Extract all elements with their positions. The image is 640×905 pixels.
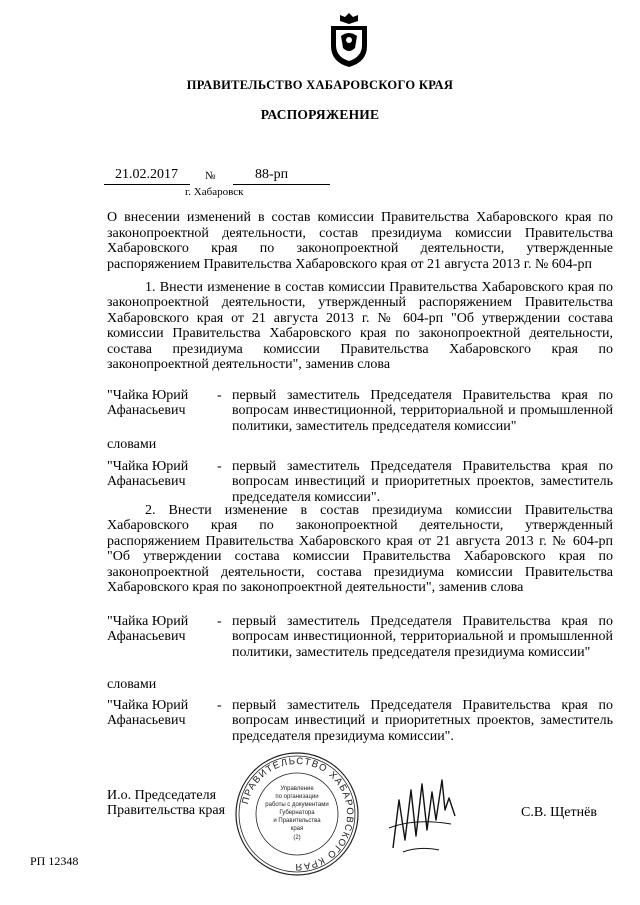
entry-4-name: "Чайка Юрий Афанасьевич [107, 698, 189, 729]
entry-2-dash: - [217, 459, 222, 474]
paragraph-1: 1. Внести изменение в состав комиссии Правительства Хабаровского края по законопроектной деятельности, утвержденный распоряжением Правительства Хабаровского края от 21 августа 2013 г. № 604-рп "Об утверждении состава комиссии Правительства Хабаровского края по законопроектной деятельности, состава президиума комиссии Правительства Хабаровского края по законопроектной деятельности", заменив слова [107, 280, 613, 373]
entry-4-description: первый заместитель Председателя Правительства края по вопросам инвестиций и приоритетных проектов, заместитель председателя президиума комиссии". [232, 698, 613, 744]
document-number: 88-рп [255, 167, 289, 182]
words-label-2: словами [107, 677, 157, 692]
number-sign: № [205, 170, 216, 182]
entry-3-dash: - [217, 614, 222, 629]
entry-2-description: первый заместитель Председателя Правительства края по вопросам инвестиций и приоритетных проектов, заместитель председателя комиссии". [232, 459, 613, 505]
signatory-name: С.В. Щетнёв [521, 805, 597, 820]
entry-4-dash: - [217, 698, 222, 713]
document-date: 21.02.2017 [115, 167, 178, 182]
entry-2-name: "Чайка Юрий Афанасьевич [107, 459, 189, 490]
stamp-inner-line-6: края [290, 826, 304, 832]
stamp-inner-line-3: работы с документами [265, 802, 329, 808]
signatory-position-line-2: Правительства края [107, 803, 226, 819]
entry-3-name: "Чайка Юрий Афанасьевич [107, 614, 189, 645]
paragraph-2: 2. Внести изменение в состав президиума комиссии Правительства Хабаровского края по законопроектной деятельности, утвержденный распоряжением Правительства Хабаровского края от 21 августа 2013 г. № 604-рп "Об утверждении состава комиссии Правительства Хабаровского края по законопроектной деятельности, состава президиума комиссии Правительства Хабаровского края по законопроектной деятельности", заменив слова [107, 503, 613, 596]
city: г. Хабаровск [185, 186, 244, 198]
stamp-inner-line-4: Губернатора [279, 810, 315, 816]
document-title: О внесении изменений в состав комиссии Правительства Хабаровского края по законопроектной деятельности, состав президиума комиссии Правительства Хабаровского края по законопроектной деятельности, утвержденные распоряжением Правительства Хабаровского края от 21 августа 2013 г. № 604-рп [107, 210, 613, 272]
entry-1-name: "Чайка Юрий Афанасьевич [107, 388, 189, 419]
number-underline [233, 184, 330, 185]
stamp-outer-text: ПРАВИТЕЛЬСТВО ХАБАРОВСКОГО КРАЯ [240, 755, 356, 873]
stamp-inner-line-7: (2) [293, 835, 301, 841]
entry-3-description: первый заместитель Председателя Правительства края по вопросам инвестиционной, территориальной и промышленной политики, заместитель председателя президиума комиссии" [232, 614, 613, 660]
document-type: РАСПОРЯЖЕНИЕ [260, 107, 380, 122]
government-name: ПРАВИТЕЛЬСТВО ХАБАРОВСКОГО КРАЯ [186, 78, 454, 92]
entry-1-description: первый заместитель Председателя Правительства края по вопросам инвестиционной, территориальной и промышленной политики, заместитель председателя комиссии" [232, 388, 613, 434]
signatory-position-line-1: И.о. Председателя [107, 788, 217, 803]
signatory-position [107, 788, 225, 819]
stamp-inner-line-5: и Правительства [273, 818, 321, 824]
registration-number: РП 12348 [30, 854, 79, 868]
stamp-inner-line-2: по организации [275, 794, 319, 800]
official-stamp [233, 750, 361, 878]
handwritten-signature [385, 770, 460, 855]
stamp-inner-line-1: Управление [280, 786, 314, 792]
date-underline [104, 184, 190, 185]
entry-1-dash: - [217, 388, 222, 403]
words-label-1: словами [107, 437, 157, 452]
coat-of-arms-emblem [325, 12, 373, 68]
